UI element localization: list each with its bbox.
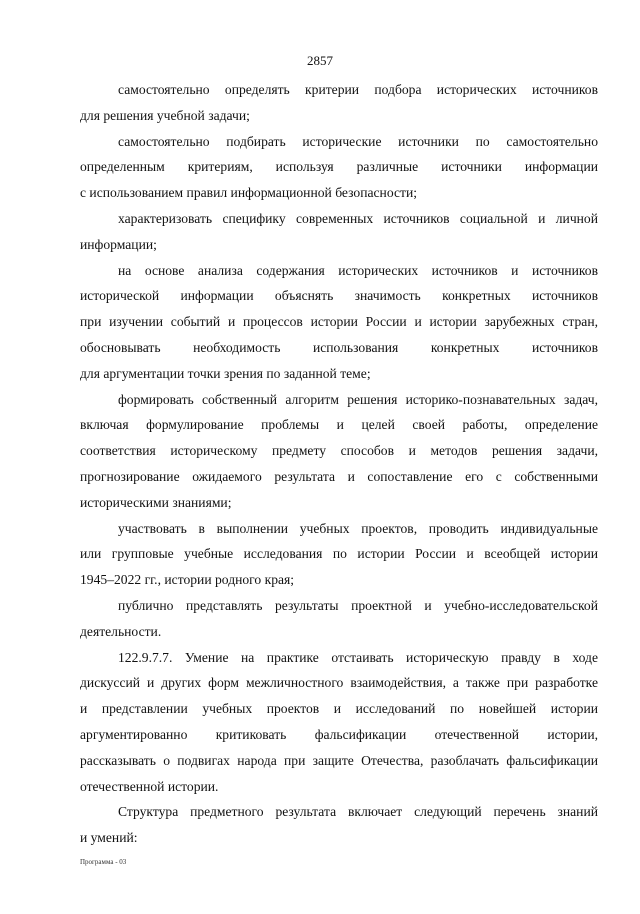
text-line: или групповые учебные исследования по истории России и всеобщей истории: [80, 546, 598, 562]
text-line: публично представлять результаты проектной и учебно-исследовательской: [118, 597, 598, 613]
text-line: 122.9.7.7. Умение на практике отстаивать историческую правду в ходе: [118, 649, 598, 665]
text-line: исторической информации объяснять значимость конкретных источников: [80, 288, 598, 304]
text-line: дискуссий и других форм межличностного взаимодействия, а также при разработке: [80, 675, 598, 691]
text-line: соответствия историческому предмету способов и методов решения задачи,: [80, 443, 598, 459]
text-line: Структура предметного результата включает следующий перечень знаний: [118, 804, 598, 820]
body-text: [80, 77, 598, 851]
text-line: историческими знаниями;: [80, 494, 232, 510]
text-line: на основе анализа содержания исторических источников и источников: [118, 262, 598, 278]
text-line: самостоятельно подбирать исторические источники по самостоятельно: [118, 133, 598, 149]
text-line: с использованием правил информационной безопасности;: [80, 185, 417, 201]
text-line: определенным критериям, используя различные источники информации: [80, 159, 598, 175]
footer-code: Программа - 03: [80, 858, 127, 866]
text-line: характеризовать специфику современных источников социальной и личной: [118, 210, 598, 226]
text-line: для аргументации точки зрения по заданной теме;: [80, 365, 371, 381]
text-line: обосновывать необходимость использования конкретных источников: [80, 339, 598, 355]
text-line: включая формулирование проблемы и целей своей работы, определение: [80, 417, 598, 433]
text-line: при изучении событий и процессов истории России и истории зарубежных стран,: [80, 314, 598, 330]
page-number: 2857: [307, 53, 333, 68]
text-line: для решения учебной задачи;: [80, 107, 250, 123]
text-line: самостоятельно определять критерии подбора исторических источников: [118, 82, 598, 97]
text-line: прогнозирование ожидаемого результата и сопоставление его с собственными: [80, 468, 598, 484]
text-line: аргументированно критиковать фальсификации отечественной истории,: [80, 726, 598, 742]
text-line: и представлении учебных проектов и исследований по новейшей истории: [80, 701, 598, 717]
text-line: деятельности.: [80, 623, 162, 639]
text-line: и умений:: [80, 830, 138, 846]
text-line: участвовать в выполнении учебных проектов, проводить индивидуальные: [118, 520, 598, 536]
text-line: отечественной истории.: [80, 778, 219, 794]
text-line: рассказывать о подвигах народа при защите Отечества, разоблачать фальсификации: [80, 752, 598, 768]
text-line: информации;: [80, 236, 157, 252]
text-line: формировать собственный алгоритм решения историко-познавательных задач,: [118, 391, 598, 407]
text-line: 1945–2022 гг., истории родного края;: [80, 572, 295, 588]
